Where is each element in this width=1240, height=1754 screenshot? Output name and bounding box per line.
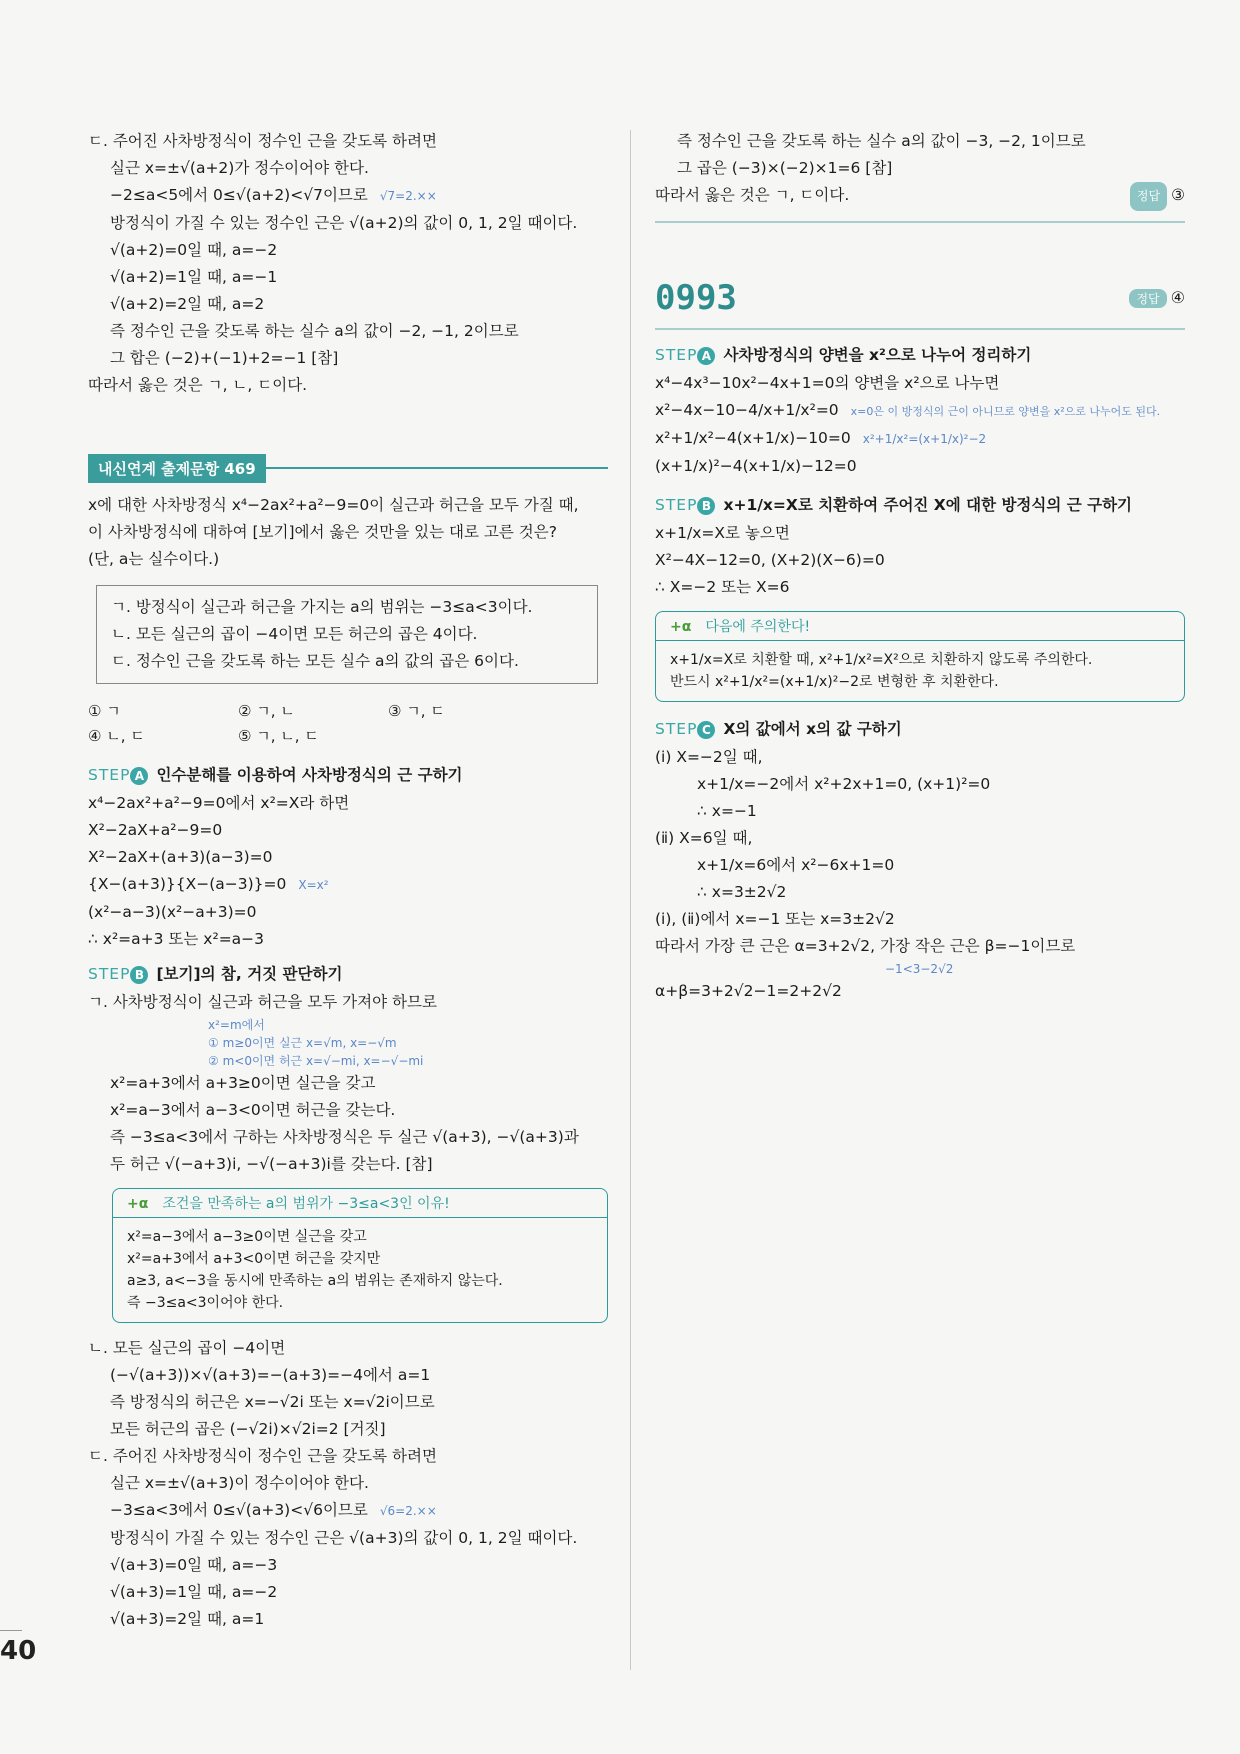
choice-item[interactable]: ② ㄱ, ㄴ [238,702,295,720]
tip-line: 즉 −3≤a<3이어야 한다. [127,1295,284,1311]
question-line: 이 사차방정식에 대하여 [보기]에서 옳은 것만을 있는 대로 고른 것은? [88,523,557,541]
math-line: ∴ x²=a+3 또는 x²=a−3 [88,930,265,948]
divider-line [266,467,608,469]
text-line: −3≤a<3에서 0≤√(a+3)<√6이므로 √6=2.×× [110,1501,437,1519]
tip-line: x+1/x=X로 치환할 때, x²+1/x²=X²으로 치환하지 않도록 주의한다. [670,652,1093,668]
annotation: x²=m에서 [208,1018,265,1032]
right-column [655,128,1185,1005]
step-a-right [655,340,1185,480]
bogi-box [96,585,598,684]
text-line: 실근 x=±√(a+3)이 정수이어야 한다. [110,1474,369,1492]
text-line: 그 합은 (−2)+(−1)+2=−1 [참] [110,349,339,367]
math-line: α+β=3+2√2−1=2+2√2 [655,982,842,1000]
text-line: 즉 정수인 근을 갖도록 하는 실수 a의 값이 −3, −2, 1이므로 [677,132,1086,150]
text-line: ㄷ. 주어진 사차방정식이 정수인 근을 갖도록 하려면 [88,132,437,150]
alpha-tip-body [656,641,1184,701]
math-line: x+1/x=X로 놓으면 [655,524,790,542]
annotation: ② m<0이면 허근 x=√−mi, x=−√−mi [208,1054,424,1068]
math-line: X²−4X−12=0, (X+2)(X−6)=0 [655,551,885,569]
math-line: x⁴−2ax²+a²−9=0에서 x²=X라 하면 [88,794,350,812]
math-line: (x²−a−3)(x²−a+3)=0 [88,903,257,921]
annotation: ① m≥0이면 실근 x=√m, x=−√m [208,1036,397,1050]
math-line: X²−2aX+a²−9=0 [88,821,223,839]
choice-item[interactable]: ④ ㄴ, ㄷ [88,727,145,745]
alpha-tip-title: +α 다음에 주의한다! [656,612,1184,641]
text-line: √(a+2)=2일 때, a=2 [110,295,265,313]
answer-badge: 정답 ④ [1129,288,1185,308]
choice-item[interactable]: ① ㄱ [88,702,121,720]
text-line: 모든 허근의 곱은 (−√2i)×√2i=2 [거짓] [110,1420,386,1438]
math-line: x⁴−4x³−10x²−4x+1=0의 양변을 x²으로 나누면 [655,374,1000,392]
problem-number: 0993 [655,278,737,318]
step-heading: STEP A 인수분해를 이용하여 사차방정식의 근 구하기 [88,766,463,784]
math-line: (ⅰ), (ⅱ)에서 x=−1 또는 x=3±2√2 [655,910,895,928]
text-line: (−√(a+3))×√(a+3)=−(a+3)=−4에서 a=1 [110,1366,431,1384]
bogi-item: ㄴ. 모든 실근의 곱이 −4이면 모든 허근의 곱은 4이다. [111,625,478,643]
text-line: √(a+2)=1일 때, a=−1 [110,268,278,286]
math-line: X²−2aX+(a+3)(a−3)=0 [88,848,273,866]
text-line: ㄷ. 주어진 사차방정식이 정수인 근을 갖도록 하려면 [88,1447,437,1465]
alpha-tip-body [113,1218,607,1322]
math-line: ∴ X=−2 또는 X=6 [655,578,790,596]
related-problem-header [88,454,608,482]
step-heading: STEP A 사차방정식의 양변을 x²으로 나누어 정리하기 [655,346,1032,364]
math-line: ∴ x=3±2√2 [697,883,787,901]
tip-line: a≥3, a<−3을 동시에 만족하는 a의 범위는 존재하지 않는다. [127,1273,503,1289]
text-line: x²=a−3에서 a−3<0이면 허근을 갖는다. [110,1101,396,1119]
text-line: x²=a+3에서 a+3≥0이면 실근을 갖고 [110,1074,376,1092]
alpha-tip-box [112,1188,608,1323]
math-line: (ⅰ) X=−2일 때, [655,748,763,766]
step-a-left [88,760,608,953]
math-line: 따라서 가장 큰 근은 α=3+2√2, 가장 작은 근은 β=−1이므로 [655,937,1076,955]
question-line: (단, a는 실수이다.) [88,550,220,568]
choice-item[interactable]: ③ ㄱ, ㄷ [388,702,445,720]
related-solution-end [655,128,1185,223]
math-line: (x+1/x)²−4(x+1/x)−12=0 [655,457,857,475]
bogi-item: ㄷ. 정수인 근을 갖도록 하는 모든 실수 a의 값의 곱은 6이다. [111,652,519,670]
math-line: {X−(a+3)}{X−(a−3)}=0 X=x² [88,875,329,893]
alpha-tip-box [655,611,1185,702]
problem-header [655,278,1185,318]
step-b-left [88,959,608,1633]
math-line: x²+1/x²−4(x+1/x)−10=0 x²+1/x²=(x+1/x)²−2 [655,429,987,447]
math-line: x+1/x=−2에서 x²+2x+1=0, (x+1)²=0 [697,775,991,793]
step-heading: STEP B [보기]의 참, 거짓 판단하기 [88,965,343,983]
text-line: 즉 정수인 근을 갖도록 하는 실수 a의 값이 −2, −1, 2이므로 [110,322,519,340]
text-line: √(a+3)=1일 때, a=−2 [110,1583,278,1601]
text-line: 즉 −3≤a<3에서 구하는 사차방정식은 두 실근 √(a+3), −√(a+3)과 [110,1128,579,1146]
bogi-item: ㄱ. 방정식이 실근과 허근을 가지는 a의 범위는 −3≤a<3이다. [111,598,533,616]
page-number: 40 [0,1636,37,1666]
text-line: 그 곱은 (−3)×(−2)×1=6 [참] [677,159,893,177]
text-line: ㄴ. 모든 실근의 곱이 −4이면 [88,1339,286,1357]
step-b-right [655,490,1185,702]
related-problem-tab: 내신연계 출제문항 469 [88,454,266,483]
prev-solution-continuation [88,128,608,399]
text-line: 즉 방정식의 허근은 x=−√2i 또는 x=√2i이므로 [110,1393,435,1411]
step-heading: STEP C X의 값에서 x의 값 구하기 [655,720,902,738]
math-line: ∴ x=−1 [697,802,757,820]
text-line: ㄱ. 사차방정식이 실근과 허근을 모두 가져야 하므로 [88,993,437,1011]
math-line: (ⅱ) X=6일 때, [655,829,753,847]
plus-alpha-icon: +α [670,619,692,635]
text-line: 방정식이 가질 수 있는 정수인 근은 √(a+2)의 값이 0, 1, 2일 때이다. [110,214,578,232]
choice-item[interactable]: ⑤ ㄱ, ㄴ, ㄷ [238,727,319,745]
step-c-right [655,714,1185,1005]
tip-line: 반드시 x²+1/x²=(x+1/x)²−2로 변형한 후 치환한다. [670,674,999,690]
text-line: √(a+2)=0일 때, a=−2 [110,241,278,259]
tip-line: x²=a−3에서 a−3≥0이면 실근을 갖고 [127,1229,367,1245]
text-line: 따라서 옳은 것은 ㄱ, ㄷ이다. 정답 ③ [655,182,1185,211]
math-line: x+1/x=6에서 x²−6x+1=0 [697,856,895,874]
text-line: 방정식이 가질 수 있는 정수인 근은 √(a+3)의 값이 0, 1, 2일 때이다. [110,1529,578,1547]
page-number-rule [0,1630,22,1631]
text-line: 두 허근 √(−a+3)i, −√(−a+3)i를 갖는다. [참] [110,1155,433,1173]
choice-list [88,700,608,746]
answer-badge: 정답 ③ [1130,182,1185,211]
text-line: 실근 x=±√(a+2)가 정수이어야 한다. [110,159,369,177]
plus-alpha-icon: +α [127,1196,149,1212]
tip-line: x²=a+3에서 a+3<0이면 허근을 갖지만 [127,1251,381,1267]
column-divider [630,130,631,1670]
related-problem [88,492,608,746]
step-heading: STEP B x+1/x=X로 치환하여 주어진 X에 대한 방정식의 근 구하기 [655,496,1133,514]
math-line: x²−4x−10−4/x+1/x²=0 x=0은 이 방정식의 근이 아니므로 양변을 x²으로 나누어도 된다. [655,401,1161,419]
text-line: −2≤a<5에서 0≤√(a+2)<√7이므로 √7=2.×× [110,186,437,204]
divider-line [655,221,1185,223]
text-line: √(a+3)=0일 때, a=−3 [110,1556,278,1574]
left-column [88,128,608,1633]
text-line: √(a+3)=2일 때, a=1 [110,1610,265,1628]
alpha-tip-title: +α 조건을 만족하는 a의 범위가 −3≤a<3인 이유! [113,1189,607,1218]
question-line: x에 대한 사차방정식 x⁴−2ax²+a²−9=0이 실근과 허근을 모두 가질 때, [88,496,579,514]
text-line: 따라서 옳은 것은 ㄱ, ㄴ, ㄷ이다. [88,376,308,394]
annotation: −1<3−2√2 [885,962,954,976]
divider-line [655,328,1185,330]
